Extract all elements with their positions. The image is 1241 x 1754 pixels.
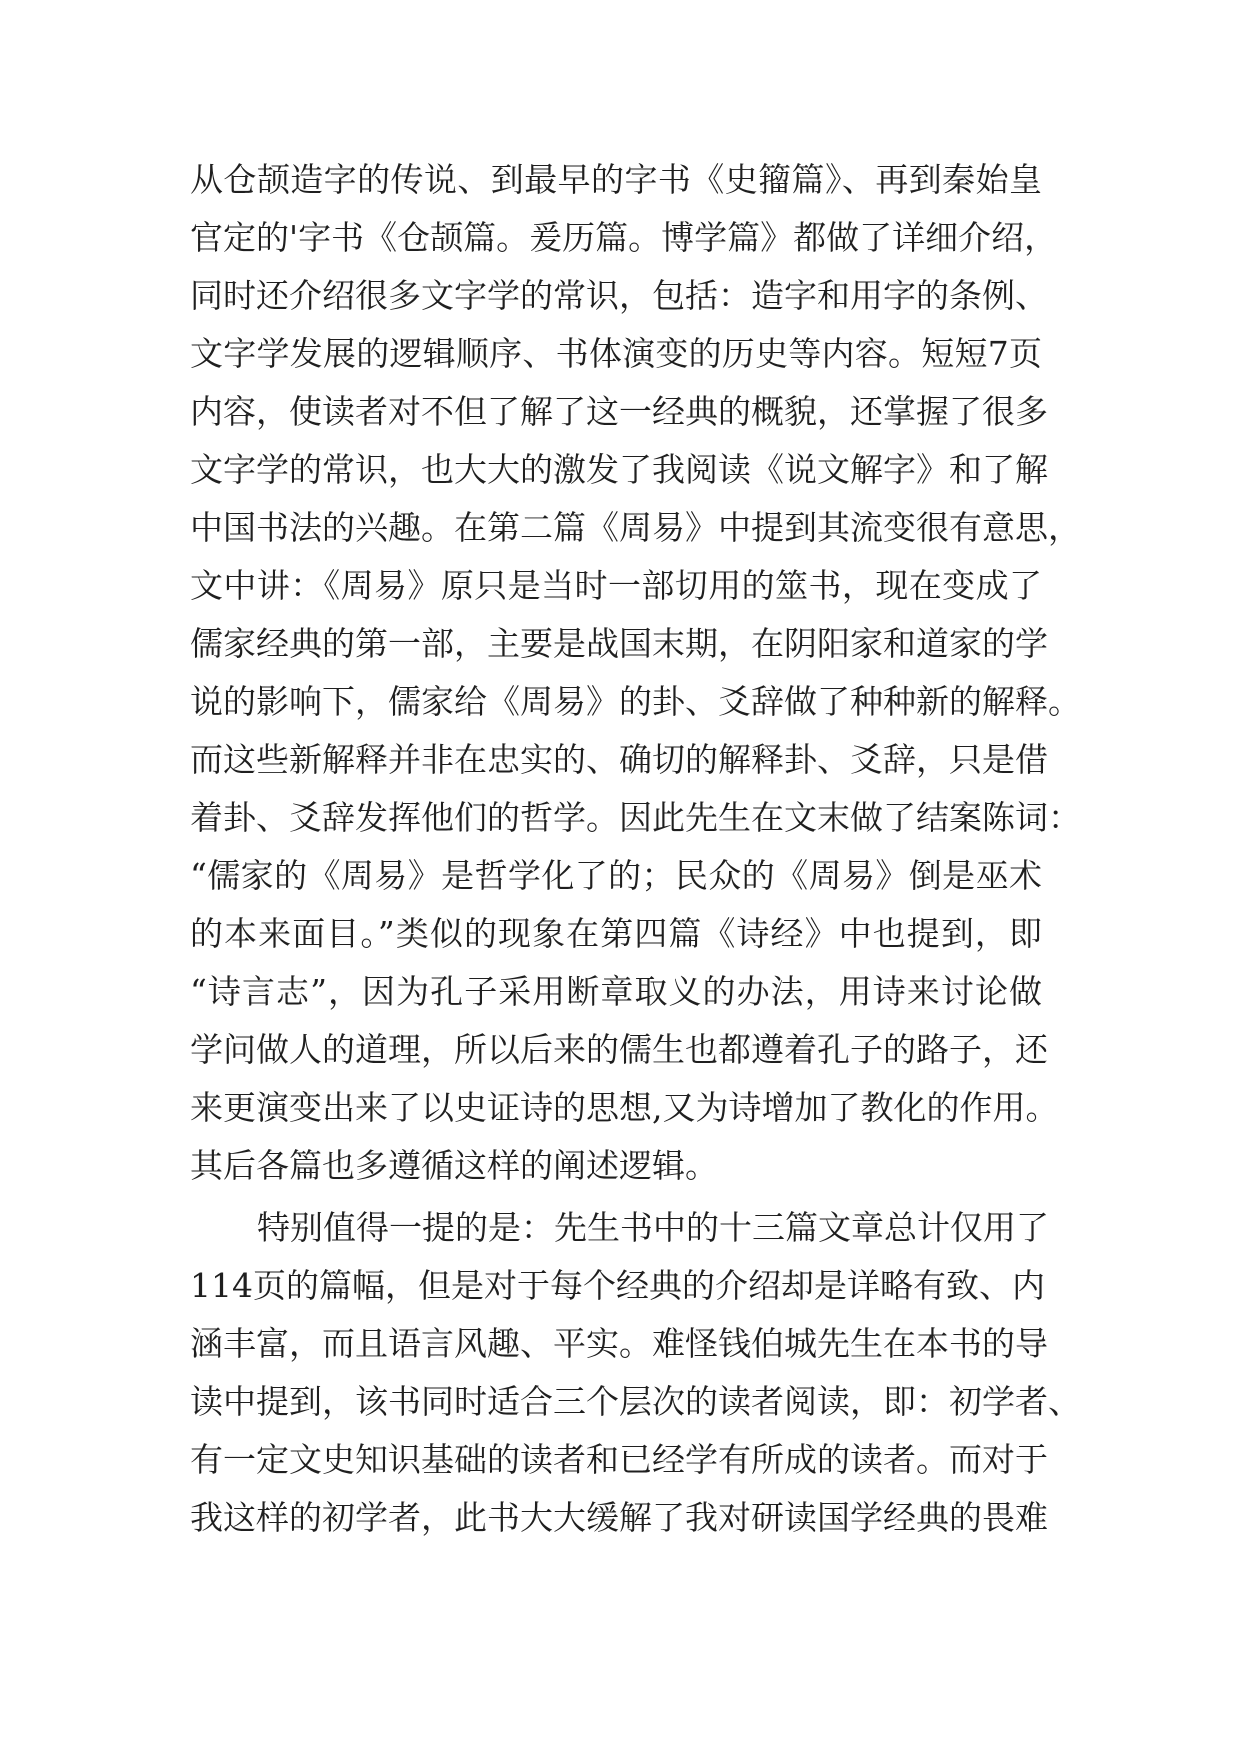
- text-line: 文中讲：《周易》原只是当时一部切用的筮书，现在变成了: [190, 566, 1042, 605]
- text-line: 特别值得一提的是：先生书中的十三篇文章总计仅用了: [257, 1208, 1049, 1247]
- text-line: 着卦、爻辞发挥他们的哲学。因此先生在文末做了结案陈词：: [190, 798, 1081, 837]
- text-line: 同时还介绍很多文字学的常识，包括：造字和用字的条例、: [190, 276, 1048, 315]
- text-line: 来更演变出来了以史证诗的思想,又为诗增加了教化的作用。: [190, 1088, 1059, 1127]
- text-line: 我这样的初学者，此书大大缓解了我对研读国学经典的畏难: [190, 1498, 1048, 1537]
- text-line: 文字学发展的逻辑顺序、书体演变的历史等内容。短短7页: [190, 334, 1042, 373]
- text-line: 读中提到，该书同时适合三个层次的读者阅读，即：初学者、: [190, 1382, 1081, 1421]
- text-line: 的本来面目。”类似的现象在第四篇《诗经》中也提到，即: [190, 914, 1042, 953]
- text-line: 内容，使读者对不但了解了这一经典的概貌，还掌握了很多: [190, 392, 1048, 431]
- text-line: 儒家经典的第一部，主要是战国末期，在阴阳家和道家的学: [190, 624, 1048, 663]
- text-line: 而这些新解释并非在忠实的、确切的解释卦、爻辞，只是借: [190, 740, 1048, 779]
- text-line: 其后各篇也多遵循这样的阐述逻辑。: [190, 1146, 718, 1185]
- text-line: 文字学的常识，也大大的激发了我阅读《说文解字》和了解: [190, 450, 1048, 489]
- text-line: 有一定文史知识基础的读者和已经学有所成的读者。而对于: [190, 1440, 1048, 1479]
- text-line: 中国书法的兴趣。在第二篇《周易》中提到其流变很有意思，: [190, 508, 1081, 547]
- text-line: 学问做人的道理，所以后来的儒生也都遵着孔子的路子，还: [190, 1030, 1048, 1069]
- text-line: 说的影响下，儒家给《周易》的卦、爻辞做了种种新的解释。: [190, 682, 1081, 721]
- text-line: “儒家的《周易》是哲学化了的；民众的《周易》倒是巫术: [190, 856, 1042, 895]
- text-line: 涵丰富，而且语言风趣、平实。难怪钱伯城先生在本书的导: [190, 1324, 1048, 1363]
- text-line: 从仓颉造字的传说、到最早的字书《史籀篇》、再到秦始皇: [190, 160, 1042, 199]
- text-line: 114页的篇幅，但是对于每个经典的介绍却是详略有致、内: [190, 1266, 1045, 1305]
- text-line: “诗言志”，因为孔子采用断章取义的办法，用诗来讨论做: [190, 972, 1042, 1011]
- text-line: 官定的'字书《仓颉篇。爰历篇。博学篇》都做了详细介绍，: [190, 218, 1058, 257]
